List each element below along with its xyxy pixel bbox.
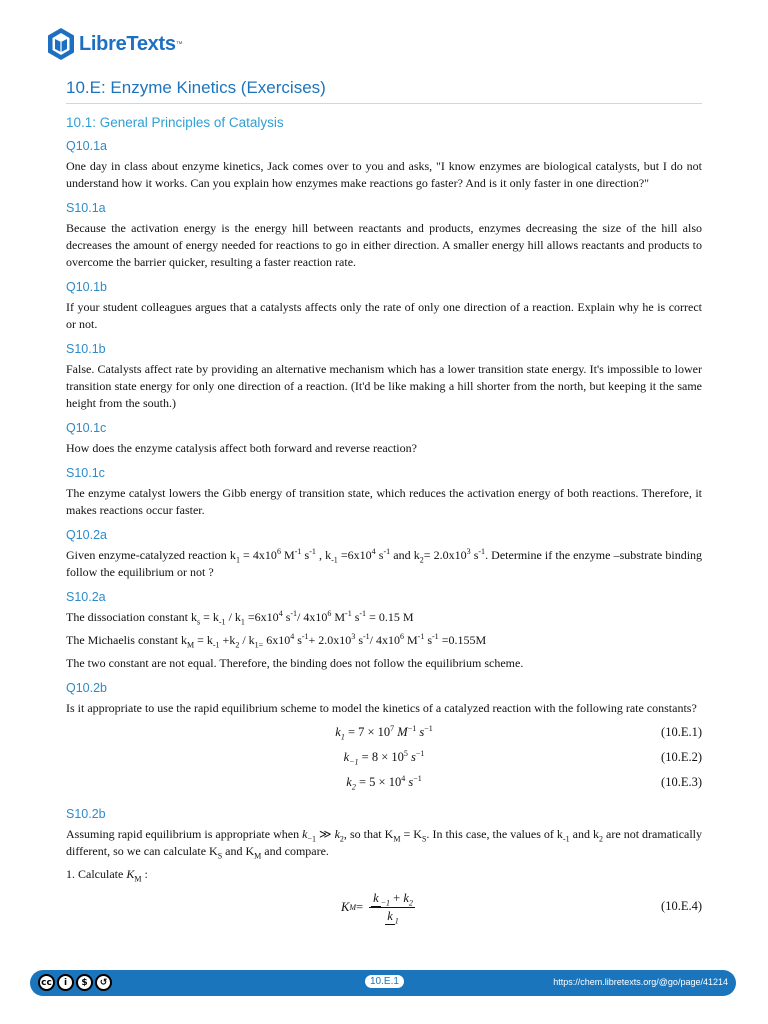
s102a-conclusion: The two constant are not equal. Therefore, the binding does not follow the equilibrium scheme. <box>66 656 524 670</box>
section-title: 10.1: General Principles of Catalysis <box>66 115 284 130</box>
equation-10-e-1: $k_1 = 7 \times 10^7$ $M^{-1}$ $s^{-1}$ (10.E.1) <box>335 723 702 742</box>
q102b-label: Q10.2b <box>66 681 108 695</box>
s102b-label: S10.2b <box>66 807 106 821</box>
cc-license-badge[interactable] <box>38 974 112 991</box>
libretexts-hexagon-icon <box>46 27 76 61</box>
libretexts-logo[interactable] <box>46 27 183 61</box>
s101b-label: S10.1b <box>66 342 106 356</box>
q101c-text: How does the enzyme catalysis affect both forward and reverse reaction? <box>66 441 417 455</box>
page-footer <box>30 970 736 996</box>
q102a-text: Given enzyme-catalyzed reaction $k_1 = 4x10^6$ $M^{-1}$ $s^{-1}$ , $k_{-1} =6x10^4$ $s^{-1}$ and $k_2= 2.0x10^3$ $s^{-1}$. Determine if the enzyme –substrate binding follow the equilibrium or not ? <box>66 547 703 579</box>
q101c-label: Q10.1c <box>66 421 107 435</box>
equation-number: (10.E.4) <box>661 899 702 913</box>
equation-10-e-2: $k_{-1} = 8 \times 10^5$ $s^{-1}$ (10.E.2) <box>343 748 702 767</box>
s101a-text: Because the activation energy is the energy hill between reactants and products, enzymes decreasing the size of the hill also decreases the amount of energy needed for reactions to go in either direction. A smaller energy hill allows reactants and products to overcome the barrier quicker, resulting a faster reaction rate. <box>66 221 702 269</box>
page-number: 10.E.1 <box>365 975 404 988</box>
page-url-link[interactable]: https://chem.libretexts.org/@go/page/41214 <box>553 977 728 987</box>
q102b-text: Is it appropriate to use the rapid equilibrium scheme to model the kinetics of a catalyzed reaction with the following rate constants? <box>66 701 697 715</box>
s101a-label: S10.1a <box>66 201 106 215</box>
by-icon: i <box>57 974 74 991</box>
s102b-text: Assuming rapid equilibrium is appropriate when $k_{-1}$ ≫ $k_2$, so that $K_M = K_S$. In this case, the values of $k_{-1}$ and $k_2$ are not dramatically different, so we can calculate $K_S$ and $K_M$ and compare. <box>66 827 703 861</box>
s101c-label: S10.1c <box>66 466 105 480</box>
cc-icon: cc <box>38 974 55 991</box>
equation-number: (10.E.2) <box>661 750 702 764</box>
equation-number: (10.E.1) <box>661 725 702 739</box>
logo-trademark: ™ <box>175 40 183 48</box>
q101b-label: Q10.1b <box>66 280 108 294</box>
logo-text: LibreTexts <box>79 32 176 55</box>
s101b-text: False. Catalysts affect rate by providing an alternative mechanism which has a lower transition state energy. It's impossible to lower transition state energy for only one direction of a reaction. (It'd be like making a hill shorter from the north, but keeping it the same height from the south.) <box>66 362 702 410</box>
q101b-text: If your student colleagues argues that a catalysts affects only the rate of only one direction of a reaction. Explain why he is correct or not. <box>66 300 702 331</box>
equation-10-e-4: K M = $\frac{k _{-1} + k_2}{k _1}$ (10.E.4) <box>341 891 702 926</box>
equation-10-e-3: $k_2 = 5 \times 10^4$ $s^{-1}$ (10.E.3) <box>346 773 702 792</box>
calculate-km-step: 1. Calculate $K_M$ : <box>66 867 148 884</box>
equation-number: (10.E.3) <box>661 775 702 789</box>
page-title: 10.E: Enzyme Kinetics (Exercises) <box>66 76 702 104</box>
dissociation-constant-line: The dissociation constant $k_s = k_{-1} / k_1 =6x10^4$ $s^{-1}/$ $4x10^6$ $M^{-1}$ $s^{-1} = 0.15$ M <box>66 609 414 627</box>
s101c-text: The enzyme catalyst lowers the Gibb energy of transition state, which reduces the activation energy of both reactions. Therefore, it makes reactions occur faster. <box>66 486 702 517</box>
sa-icon: ↺ <box>95 974 112 991</box>
s102a-label: S10.2a <box>66 590 106 604</box>
michaelis-constant-line: The Michaelis constant $k_M = k_{-1} +k_2 / k_{1=}$ $6x10^4$ $s^{-1}+ 2.0x10^3$ $s^{-1}/$ $4x10^6$ $M^{-1}$ $s^{-1} =0.155M$ <box>66 632 487 650</box>
q101a-label: Q10.1a <box>66 139 108 153</box>
page-content <box>66 76 702 933</box>
q101a-text: One day in class about enzyme kinetics, Jack comes over to you and asks, "I know enzymes are biological catalysts, but I do not understand how it works. Can you explain how enzymes make reactions go faster? And is it only faster in one direction?" <box>66 159 702 190</box>
nc-icon: $ <box>76 974 93 991</box>
q102a-label: Q10.2a <box>66 528 108 542</box>
